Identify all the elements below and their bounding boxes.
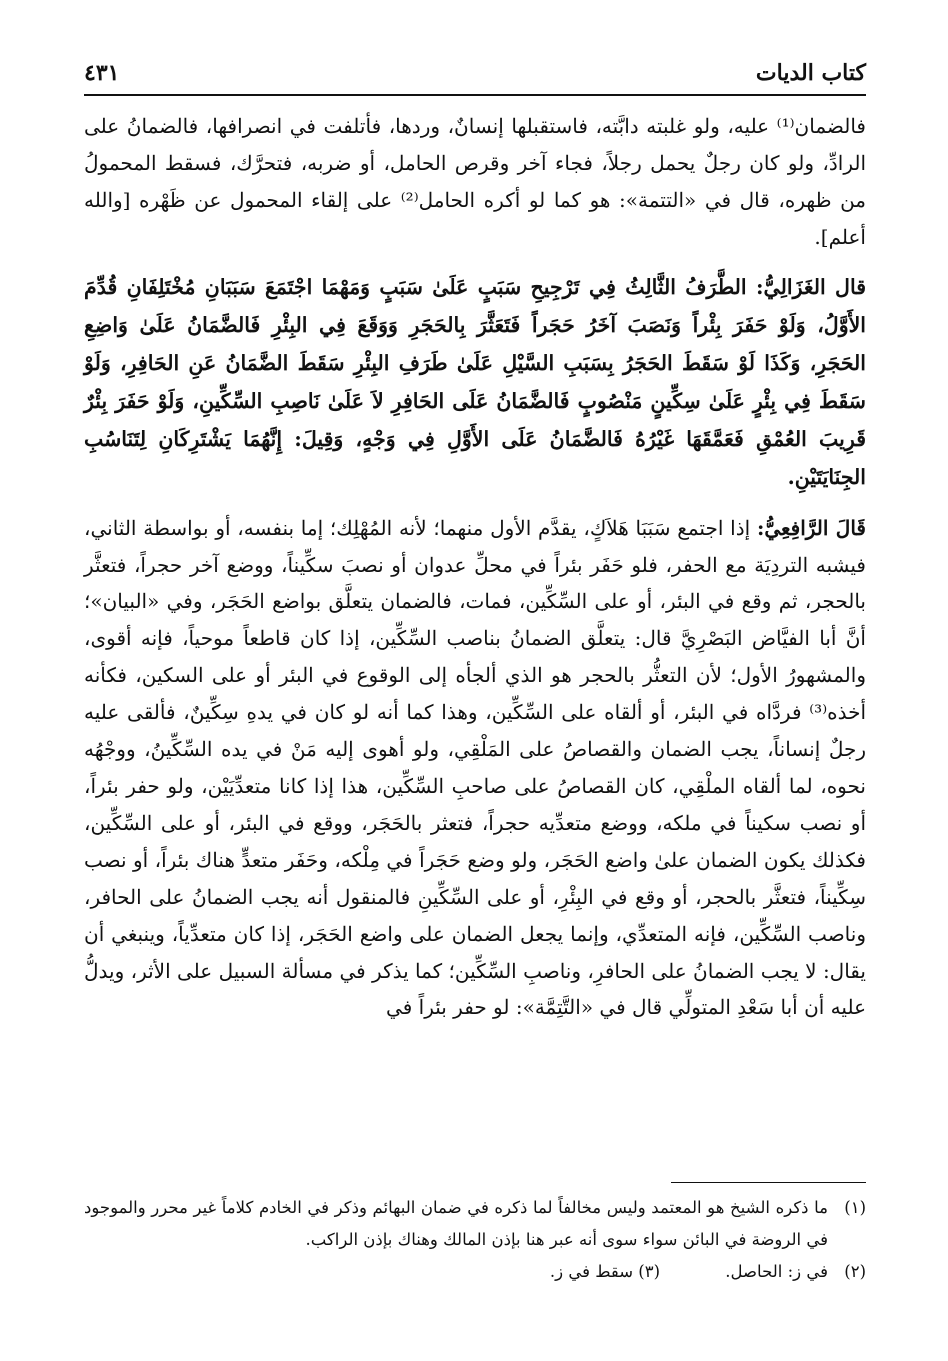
footnote-3: (٣) سقط في ز. bbox=[549, 1262, 661, 1281]
footnote-1-number: (١) bbox=[844, 1198, 866, 1217]
rafii-lead: قَالَ الرَّافِعِيُّ: bbox=[756, 515, 866, 540]
ghazali-lead: قال الغَزَالِيُّ: bbox=[755, 274, 866, 299]
ghazali-text: الطَّرَفُ الثَّالِثُ فِي تَرْجِيحِ سَبَبٍ عَلَىٰ سَبَبٍ وَمَهْمَا اجْتَمَعَ سَبَبَانِ مُخْتَلِفَانِ قُدِّمَ الأَوَّلُ، وَلَوْ حَفَرَ بِئْراً وَنَصَبَ آخَرُ حَجَراً فَتَعَثَّرَ بِالحَجَرِ وَوَقَعَ فِي البِئْرِ فَالضَّمَانُ عَلَىٰ وَاضِعِ الحَجَرِ، وَكَذَا لَوْ سَقَطَ الحَجَرُ بِسَبَبِ السَّيْلِ عَلَىٰ طَرَفِ البِئْرِ سَقَطَ الضَّمَانُ عَنِ الحَافِرِ، وَلَوْ سَقَطَ فِي بِئْرٍ عَلَىٰ سِكِّينٍ مَنْصُوبٍ فَالضَّمَانُ عَلَى الحَافِرِ لاَ عَلَىٰ نَاصِبِ السِّكِّينِ، وَلَوْ حَفَرَ بِئْرٌ قَرِيبَ العُمْقِ فَعَمَّقَهَا غَيْرُهُ فَالضَّمَانُ عَلَى الأَوَّلِ فِي وَجْهٍ، وَقِيلَ: إِنَّهُمَا يَشْتَرِكَانِ لِتَنَاسُبِ الجِنَايَتَيْنِ. bbox=[84, 274, 866, 489]
rafii-text: إذا اجتمع سَبَبَا هَلاَكٍ، يقدَّم الأول منهما؛ لأنه المُهْلِك؛ إما بنفسه، أو بواسطة الثاني، فيشبه التردِيَة مع الحفر، فلو حَفَر بئراً في محلِّ عدوان أو نصبَ سكِّيناً، ووضع آخر حجراً، فتعثَّر بالحجر، ثم وقع في البئر، أو على السِّكِّين، فمات، فالضمان يتعلَّق بواضع الحَجَر، وفي «البيان»؛ أنَّ أبا الفيَّاض البَصْرِيَّ قال: يتعلَّق الضمانُ بناصب السِّكِّين، إذا كان قاطعاً موحياً، فإنه أقوى، والمشهورُ الأول؛ لأن التعثُّر بالحجر هو الذي ألجأه إلى الوقوع في البئر أو على السكين، فكأنه أخذه⁽³⁾ فردَّاه في البئر، أو ألقاه على السِّكِّين، وهذا كما أنه لو كان في يدهِ سِكِّينٌ، فألقى عليه رجلٌ إنساناً، يجب الضمان والقصاصُ على المَلْقِي، ولو أهوى إليه مَنْ في يده السِّكِّينُ، ووجْهُه نحوه، لما ألقاه الملْقِي، كان القصاصُ على صاحبِ السِّكِّين، هذا إذا كانا متعدِّيَيْن، ولو حفر بئراً، أو نصب سكيناً في ملكه، ووضع متعدِّيه حجراً، فتعثر بالحَجَر، ووقع في البئر، أو على السِّكِّين، فكذلك يكون الضمان علىٰ واضع الحَجَر، ولو وضع حَجَراً في مِلْكه، وحَفَر متعدٍّ هناك بئراً، أو نصب سِكِّيناً، فتعثَّر بالحجر، أو وقع في البِئْرِ، أو على السِّكِّينِ فالمنقول أنه يجب الضمانُ على الحافر، وناصب السِّكِّين، فإنه المتعدِّي، وإنما يجعل الضمان على واضع الحَجَر، إذا كان متعدِّياً، وينبغي أن يقال: لا يجب الضمانُ على الحافرِ، وناصبِ السِّكِّين؛ كما يذكر في مسألة السبيل على الأثر، ويدلُّ عليه أن أبا سَعْدِ المتولِّي قال في «التَّتِمَّة»: لو حفر بئراً في bbox=[84, 515, 866, 1020]
page-number: ٤٣١ bbox=[84, 60, 120, 86]
footnote-2-text: في ز: الحاصل. bbox=[725, 1262, 828, 1281]
paragraph-ghazali-matn bbox=[84, 268, 866, 496]
footnote-2-number: (٢) bbox=[844, 1262, 866, 1281]
paragraph-rafii-commentary bbox=[84, 510, 866, 1027]
footnote-1 bbox=[84, 1192, 866, 1256]
footnote-1-text: ما ذكره الشيخ هو المعتمد وليس مخالفاً لما ذكره في ضمان البهائم وذكر في الخادم كلاماً غير محرر والموجود في الروضة في البائن سواء سوى أنه عبر هنا بإذن المالك وهناك بإذن الراكب. bbox=[84, 1198, 828, 1249]
running-header bbox=[84, 58, 866, 96]
footnotes bbox=[84, 1192, 866, 1288]
main-text bbox=[84, 108, 866, 1026]
chapter-title: كتاب الديات bbox=[755, 60, 866, 86]
footnote-divider bbox=[671, 1182, 866, 1183]
paragraph-commentary-continued: فالضمان⁽¹⁾ عليه، ولو غلبته دابَّته، فاستقبلها إنسانٌ، وردها، فأتلفت في انصرافها، فالضمانُ على الرادِّ، ولو كان رجلٌ يحمل رجلاً، فجاء آخر وقرص الحامل، أو ضربه، فتحرَّك، فسقط المحمولُ من ظهره، قال في «التتمة»: هو كما لو أكره الحامل⁽²⁾ على إلقاء المحمول عن ظَهْره [والله أعلم]. bbox=[84, 114, 867, 249]
footnote-2-3 bbox=[84, 1256, 866, 1288]
